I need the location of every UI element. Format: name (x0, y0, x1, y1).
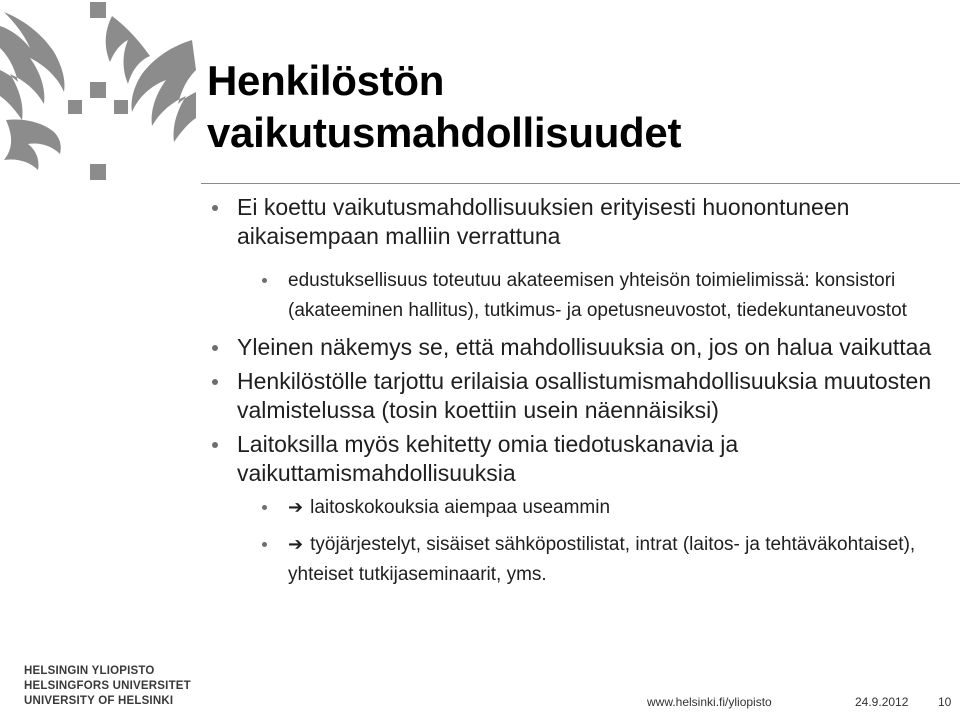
bullet-text: Ei koettu vaikutusmahdollisuuksien erityisesti huonontuneen aikaisempaan malliin verrattuna (237, 194, 850, 249)
bullet-list (208, 193, 948, 590)
sub-bullet-item (260, 493, 948, 523)
slide-title (207, 55, 681, 159)
wordmark-english: UNIVERSITY OF HELSINKI (24, 695, 174, 707)
arrow-right-icon: ➔ (288, 534, 304, 555)
page-number: 10 (938, 695, 952, 709)
title-line-2: vaikutusmahdollisuudet (207, 109, 682, 156)
university-wordmark (24, 664, 191, 709)
bullet-text: Henkilöstölle tarjottu erilaisia osallistumismahdollisuuksia muutosten valmistelussa (tosin koettiin usein näennäisiksi) (237, 368, 932, 423)
title-divider (201, 183, 960, 184)
wordmark-finnish: HELSINGIN YLIOPISTO (24, 665, 155, 677)
footer-date: 24.9.2012 (855, 695, 909, 709)
sub-bullet-text: laitoskokouksia aiempaa useammin (310, 497, 611, 518)
footer-url: www.helsinki.fi/yliopisto (647, 695, 772, 709)
arrow-right-icon: ➔ (288, 497, 304, 518)
wordmark-swedish: HELSINGFORS UNIVERSITET (24, 680, 191, 692)
bullet-text: Yleinen näkemys se, että mahdollisuuksia on, jos on halua vaikuttaa (237, 334, 932, 360)
sub-bullet-item (260, 266, 948, 326)
sub-bullet-text: työjärjestelyt, sisäiset sähköpostilistat, intrat (laitos- ja tehtäväkohtaiset), yhteiset tutkijaseminaarit, yms. (288, 534, 916, 585)
bullet-item (208, 193, 948, 251)
bullet-text: Laitoksilla myös kehitetty omia tiedotuskanavia ja vaikuttamismahdollisuuksia (237, 431, 739, 486)
sub-bullet-text: edustuksellisuus toteutuu akateemisen yhteisön toimielimissä: konsistori (akateeminen hallitus), tutkimus- ja opetusneuvostot, tiedekuntaneuvostot (288, 270, 907, 321)
bullet-item (208, 367, 948, 425)
title-line-1: Henkilöstön (207, 57, 445, 104)
bullet-item (208, 430, 948, 488)
sub-bullet-item (260, 530, 948, 590)
flame-logo-icon (0, 0, 200, 200)
bullet-item (208, 333, 948, 362)
